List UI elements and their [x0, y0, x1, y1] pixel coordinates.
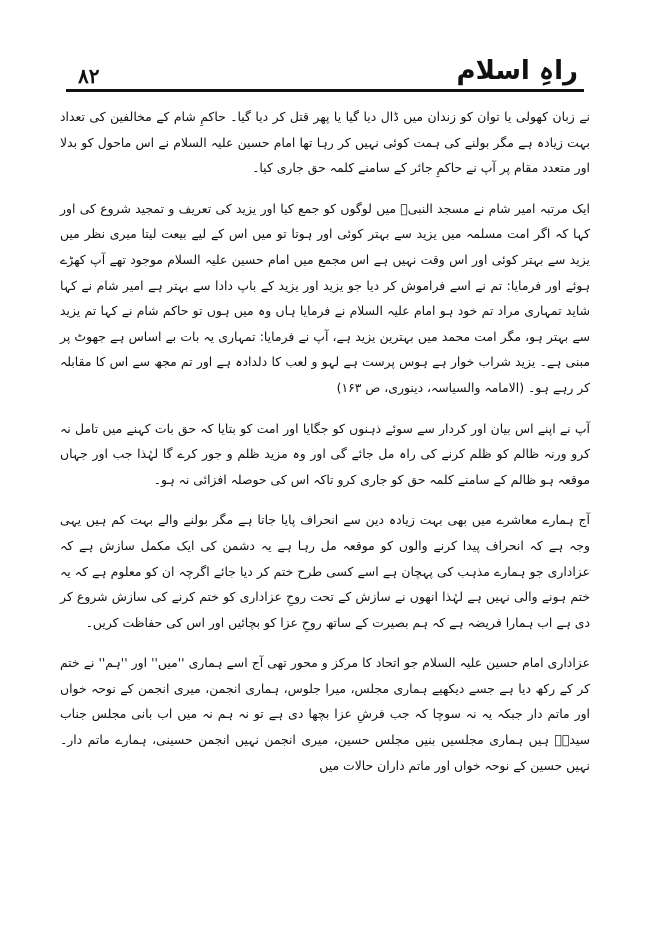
header-rule [66, 89, 584, 92]
page-body [60, 104, 590, 793]
paragraph: ایک مرتبہ امیر شام نے مسجد النبیؐ میں لوگوں کو جمع کیا اور یزید کی تعریف و تمجید شروع کی اور کہا کہ اگر امت مسلمہ میں یزید سے بہتر کوئی اور ہوتا تو میں اس کے لیے بیعت لیتا میری نظر میں یزید سے بہتر کوئی اور اس وقت نہیں ہے اس مجمع میں امام حسین علیہ السلام موجود تھے آپ کھڑے ہوئے اور فرمایا: تم نے اسے فراموش کر دیا جو یزید اور یزید کے باپ دادا سے بہتر ہے امیر شام نے کہا شاید تمہاری مراد تم خود ہو امام علیہ السلام نے فرمایا ہاں وہ میں ہوں تو حاکم شام نے کہا تم یزید سے بہتر ہو، مگر امت محمد میں بہترین یزید ہے، آپ نے فرمایا: تمہاری یہ بات بے اساس ہے جھوٹ پر مبنی ہے۔ یزید شراب خوار ہے ہوس پرست ہے لہو و لعب کا دلدادہ ہے اور تم مجھ سے اس کا مقابلہ کر رہے ہو۔ (الامامہ والسیاسہ، دینوری، ص ۱۶۳) [60, 200, 590, 395]
paragraph: عزاداری امام حسین علیہ السلام جو اتحاد کا مرکز و محور تھی آج اسے ہماری ''میں'' اور ''ہم'' نے ختم کر کے رکھ دیا ہے جسے دیکھیے ہماری مجلس، میرا جلوس، ہماری انجمن، میری انجمن کے نوحہ خواں اور ماتم دار جبکہ یہ نہ سوچا کہ جب فرشِ عزا بچھا دی ہے تو نہ ہم نہ میں اب بانی مجلس جناب سیدہؑ ہیں ہماری مجلسیں بنیں مجلس حسین، میری انجمن نہیں انجمن حسینی، ہمارے ماتم دار۔ نہیں حسین کے نوحہ خواں اور ماتم داران حالات میں [60, 655, 590, 773]
paragraph: نے زبان کھولی یا توان کو زندان میں ڈال دیا گیا یا پھر قتل کر دیا گیا۔ حاکمِ شام کے مخالفین کی تعداد بہت زیادہ ہے مگر بولنے کی ہمت کوئی نہیں کر رہا تھا امام حسین علیہ السلام نے اس ماحول کو بدلا اور متعدد مقام پر آپ نے حاکمِ جائر کے سامنے کلمہ حق جاری کیا۔ [60, 109, 590, 176]
paragraph: آپ نے اپنے اس بیان اور کردار سے سوئے ذہنوں کو جگایا اور امت کو بتایا کہ حق بات کہنے میں تامل نہ کرو ورنہ ظالم کو ظلم کرنے کی راہ مل جائے گی اور وہ مزید ظلم و جور کرے گا لہٰذا جب اور جہاں موقعہ ہو ظالم کے سامنے کلمہ حق کو جاری کرو تاکہ اس کی حوصلہ افزائی نہ ہو۔ [60, 420, 590, 487]
paragraph: آج ہمارے معاشرے میں بھی بہت زیادہ دین سے انحراف پایا جاتا ہے مگر بولنے والے بہت کم ہیں یہی وجہ ہے کہ انحراف پیدا کرنے والوں کو موقعہ مل رہا ہے یہ دشمن کی ایک مکمل سازش ہے کہ عزاداری جو ہمارے مذہب کی پہچان ہے اسے کسی طرح ختم کر دیا جائے اگرچہ ان کو معلوم ہے کہ یہ ختم ہونے والی نہیں ہے لہٰذا انھوں نے سازش کے تحت روحِ عزاداری کو ختم کرنے کی سازش شروع کر دی ہے اب ہمارا فریضہ ہے کہ ہم بصیرت کے ساتھ روحِ عزا کو بچائیں اور اس کی حفاظت کریں۔ [60, 512, 590, 630]
running-title: راہِ اسلام [456, 56, 578, 86]
page-number: ۸۲ [78, 64, 100, 88]
